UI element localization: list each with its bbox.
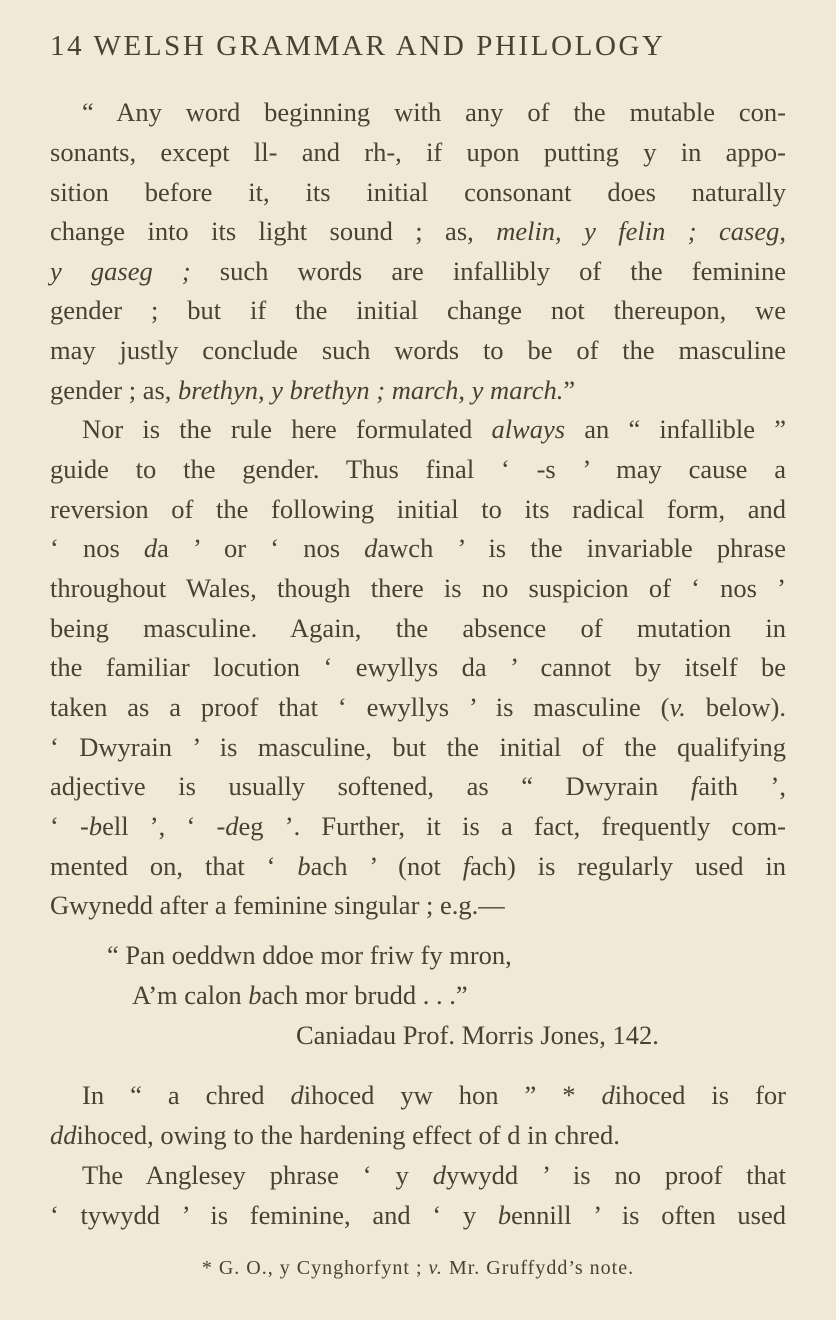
text-line: Gwynedd after a feminine singular ; e.g.— [50,890,505,920]
text-line: “ Any word beginning with any of the mutable con- [82,97,786,127]
verse-line: “ Pan oeddwn ddoe mor friw fy mron, [107,940,512,970]
text-line: ‘ tywydd ’ is feminine, and ‘ y bennill ’ is often used [50,1200,786,1230]
text-line: throughout Wales, though there is no suspicion of ‘ nos ’ [50,573,786,603]
page-number: 14 [50,30,85,62]
running-header [50,30,762,63]
text-line: reversion of the following initial to its radical form, and [50,494,786,524]
footnote: * G. O., y Cynghorfynt ; v. Mr. Gruffydd’s note. [201,1257,635,1279]
text-line: Nor is the rule here formulated always an “ infallible ” [82,414,786,444]
text-line: y gaseg ; such words are infallibly of the feminine [50,256,786,286]
text-line: being masculine. Again, the absence of mutation in [50,613,786,643]
verse-line: A’m calon bach mor brudd . . .” [132,980,468,1010]
running-title: WELSH GRAMMAR AND PHILOLOGY [93,30,666,62]
text-line: gender ; as, brethyn, y brethyn ; march, y march.” [50,375,576,405]
text-line: In “ a chred dihoced yw hon ” * dihoced is for [82,1080,786,1110]
text-line: gender ; but if the initial change not thereupon, we [50,295,786,325]
text-line: taken as a proof that ‘ ewyllys ’ is masculine (v. below). [50,692,786,722]
text-line: ‘ Dwyrain ’ is masculine, but the initial of the qualifying [50,732,786,762]
text-line: The Anglesey phrase ‘ y dywydd ’ is no proof that [82,1160,786,1190]
text-line: may justly conclude such words to be of the masculine [50,335,786,365]
text-line: sonants, except ll- and rh-, if upon putting y in appo- [50,137,786,167]
text-line: sition before it, its initial consonant does naturally [50,177,786,207]
text-line: the familiar locution ‘ ewyllys da ’ cannot by itself be [50,652,786,682]
text-line: ‘ nos da ’ or ‘ nos dawch ’ is the invariable phrase [50,533,786,563]
text-line: guide to the gender. Thus final ‘ -s ’ may cause a [50,454,786,484]
text-line: change into its light sound ; as, melin, y felin ; caseg, [50,216,786,246]
text-line: mented on, that ‘ bach ’ (not fach) is regularly used in [50,851,787,881]
text-line: ‘ -bell ’, ‘ -deg ’. Further, it is a fact, frequently com- [50,811,787,841]
text-line: ddihoced, owing to the hardening effect of d in chred. [50,1120,620,1150]
verse-citation: Caniadau Prof. Morris Jones, 142. [296,1020,659,1050]
text-line: adjective is usually softened, as “ Dwyrain faith ’, [50,771,786,801]
